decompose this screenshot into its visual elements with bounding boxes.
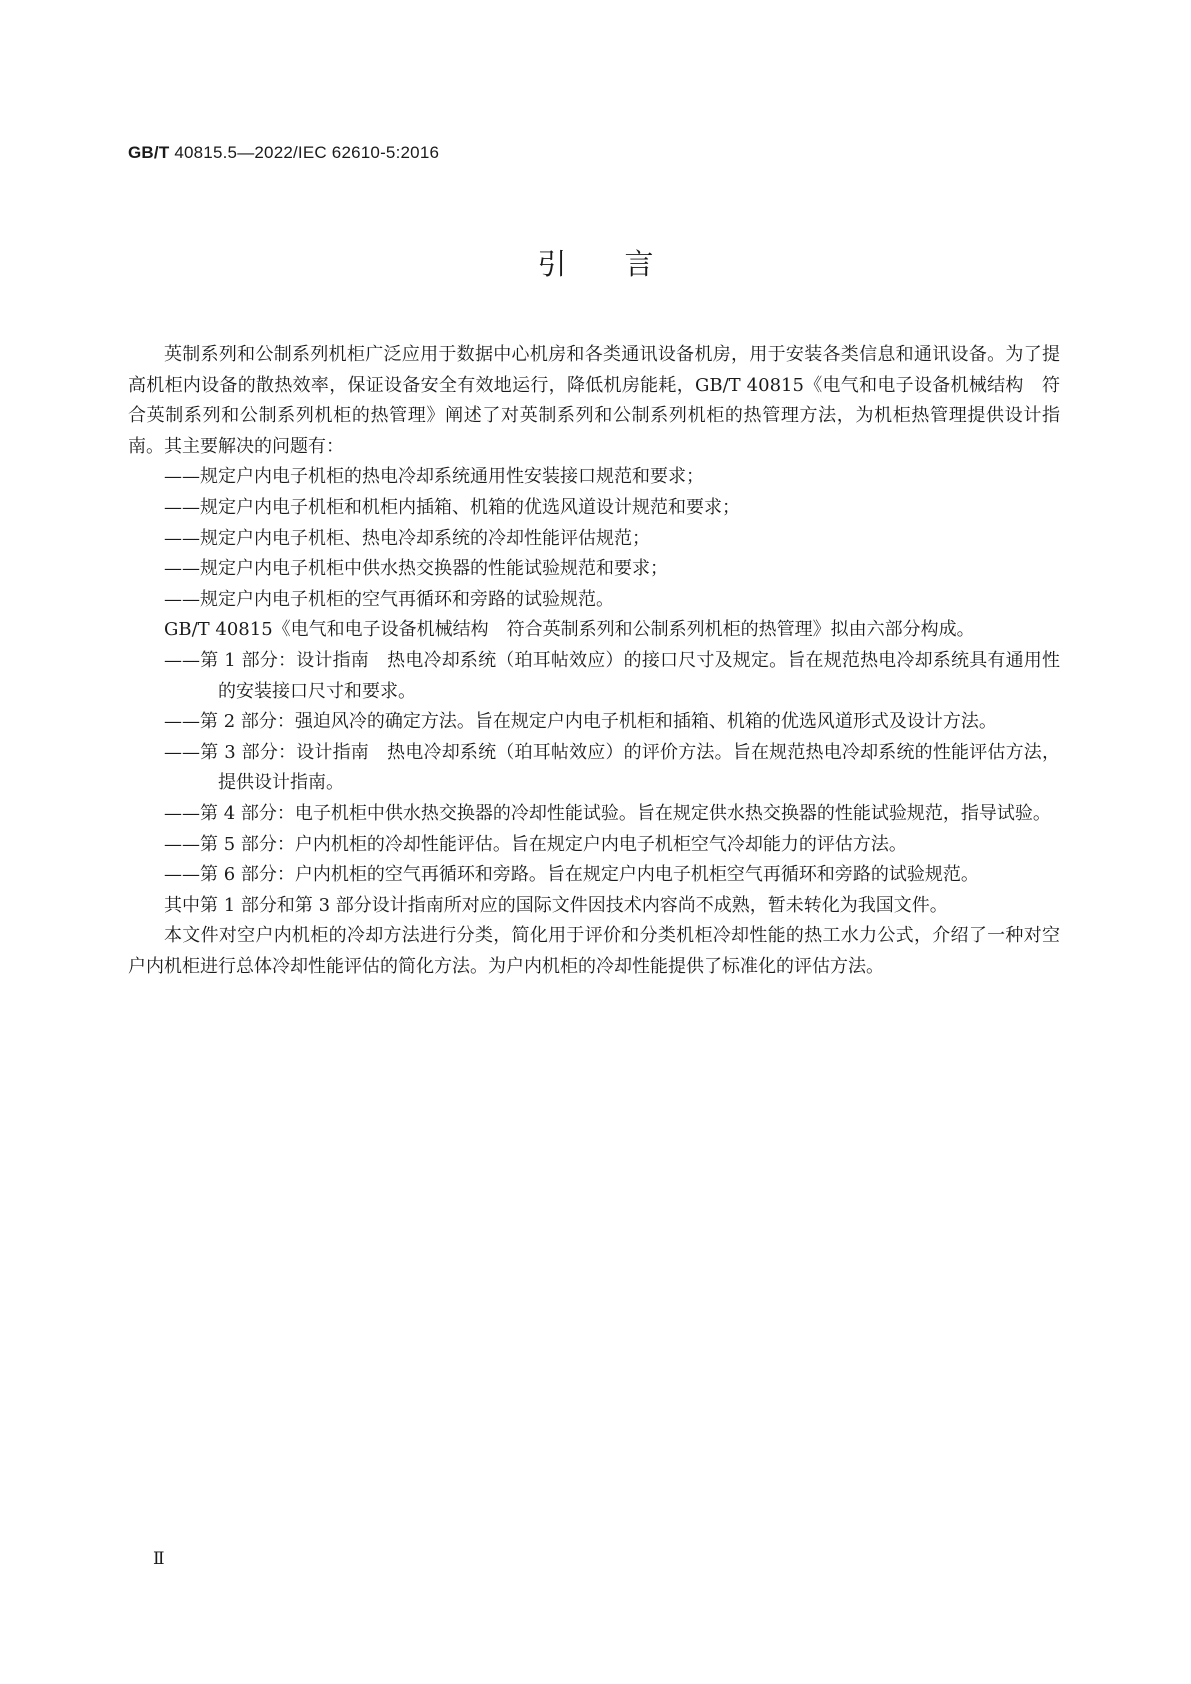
page-number: Ⅱ <box>153 1549 165 1569</box>
intro-paragraph-1: 英制系列和公制系列机柜广泛应用于数据中心机房和各类通讯设备机房，用于安装各类信息和通讯设备。为了提高机柜内设备的散热效率，保证设备安全有效地运行，降低机房能耗，GB/T 40815《电气和电子设备机械结构 符合英制系列和公制系列机柜的热管理》阐述了对英制系列和公制系列机柜的热管理方法，为机柜热管理提供设计指南。其主要解决的问题有： <box>128 344 1060 457</box>
part-item-3: ——第 3 部分：设计指南 热电冷却系统（珀耳帖效应）的评价方法。旨在规范热电冷却系统的性能评估方法，提供设计指南。 <box>164 741 1060 794</box>
part-item-2: ——第 2 部分：强迫风冷的确定方法。旨在规定户内电子机柜和插箱、机箱的优选风道形式及设计方法。 <box>164 711 997 733</box>
intro-paragraph-3: 其中第 1 部分和第 3 部分设计指南所对应的国际文件因技术内容尚不成熟，暂未转化为我国文件。 <box>164 894 948 916</box>
problem-item-4: ——规定户内电子机柜中供水热交换器的性能试验规范和要求； <box>164 558 668 580</box>
part-item-1: ——第 1 部分：设计指南 热电冷却系统（珀耳帖效应）的接口尺寸及规定。旨在规范热电冷却系统具有通用性的安装接口尺寸和要求。 <box>164 649 1060 702</box>
intro-paragraph-4: 本文件对空户内机柜的冷却方法进行分类，简化用于评价和分类机柜冷却性能的热工水力公式，介绍了一种对空户内机柜进行总体冷却性能评估的简化方法。为户内机柜的冷却性能提供了标准化的评估方法。 <box>128 925 1060 977</box>
part-item-6: ——第 6 部分：户内机柜的空气再循环和旁路。旨在规定户内电子机柜空气再循环和旁路的试验规范。 <box>164 864 979 886</box>
problem-item-1: ——规定户内电子机柜的热电冷却系统通用性安装接口规范和要求； <box>164 466 704 488</box>
problem-item-3: ——规定户内电子机柜、热电冷却系统的冷却性能评估规范； <box>164 527 650 549</box>
doc-id-prefix: GB/T <box>128 143 175 162</box>
problem-item-5: ——规定户内电子机柜的空气再循环和旁路的试验规范。 <box>164 588 614 610</box>
problem-item-2: ——规定户内电子机柜和机柜内插箱、机箱的优选风道设计规范和要求； <box>164 496 740 518</box>
introduction-body <box>128 340 1060 982</box>
document-identifier <box>128 143 439 163</box>
doc-id-rest: 40815.5—2022/IEC 62610-5:2016 <box>174 143 440 162</box>
section-title: 引言 <box>537 247 712 281</box>
part-item-4: ——第 4 部分：电子机柜中供水热交换器的冷却性能试验。旨在规定供水热交换器的性能试验规范，指导试验。 <box>164 802 1051 824</box>
part-item-5: ——第 5 部分：户内机柜的冷却性能评估。旨在规定户内电子机柜空气冷却能力的评估方法。 <box>164 833 907 855</box>
intro-paragraph-2: GB/T 40815《电气和电子设备机械结构 符合英制系列和公制系列机柜的热管理》拟由六部分构成。 <box>164 619 975 641</box>
